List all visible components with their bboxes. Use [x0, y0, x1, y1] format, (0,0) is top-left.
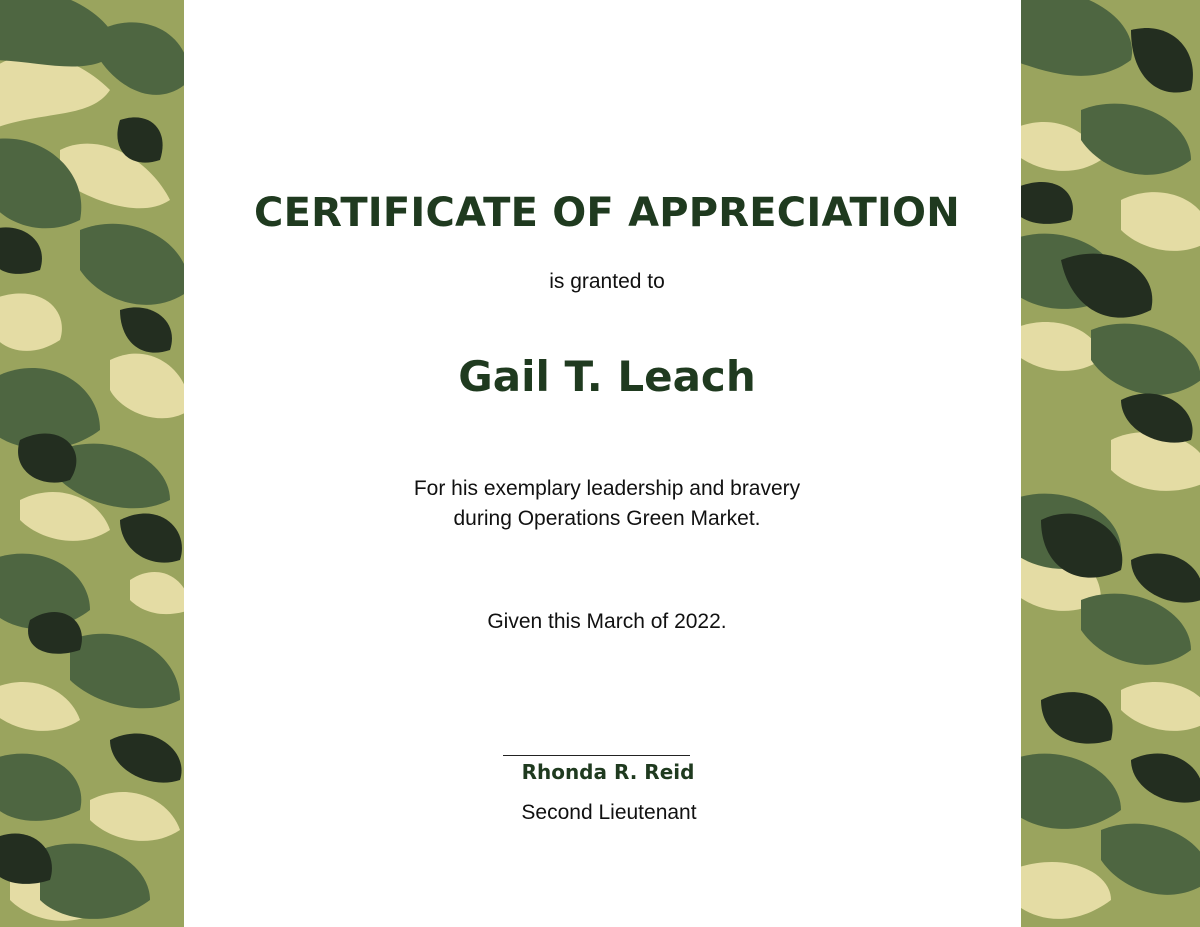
signer-name: Rhonda R. Reid — [521, 760, 695, 784]
camo-pattern-left — [0, 0, 184, 927]
right-camo-border — [1021, 0, 1200, 927]
recipient-name: Gail T. Leach — [458, 352, 756, 401]
left-camo-border — [0, 0, 184, 927]
certificate-title: CERTIFICATE OF APPRECIATION — [254, 190, 960, 236]
signer-rank: Second Lieutenant — [521, 801, 697, 824]
camo-pattern-right — [1021, 0, 1200, 927]
signature-line — [503, 755, 690, 756]
granted-text: is granted to — [549, 270, 665, 293]
given-date-text: Given this March of 2022. — [487, 610, 727, 633]
reason-text — [184, 474, 1030, 534]
certificate-content — [184, 0, 1021, 927]
reason-line-2: during Operations Green Market. — [453, 507, 761, 530]
reason-line-1: For his exemplary leadership and bravery — [413, 477, 801, 500]
